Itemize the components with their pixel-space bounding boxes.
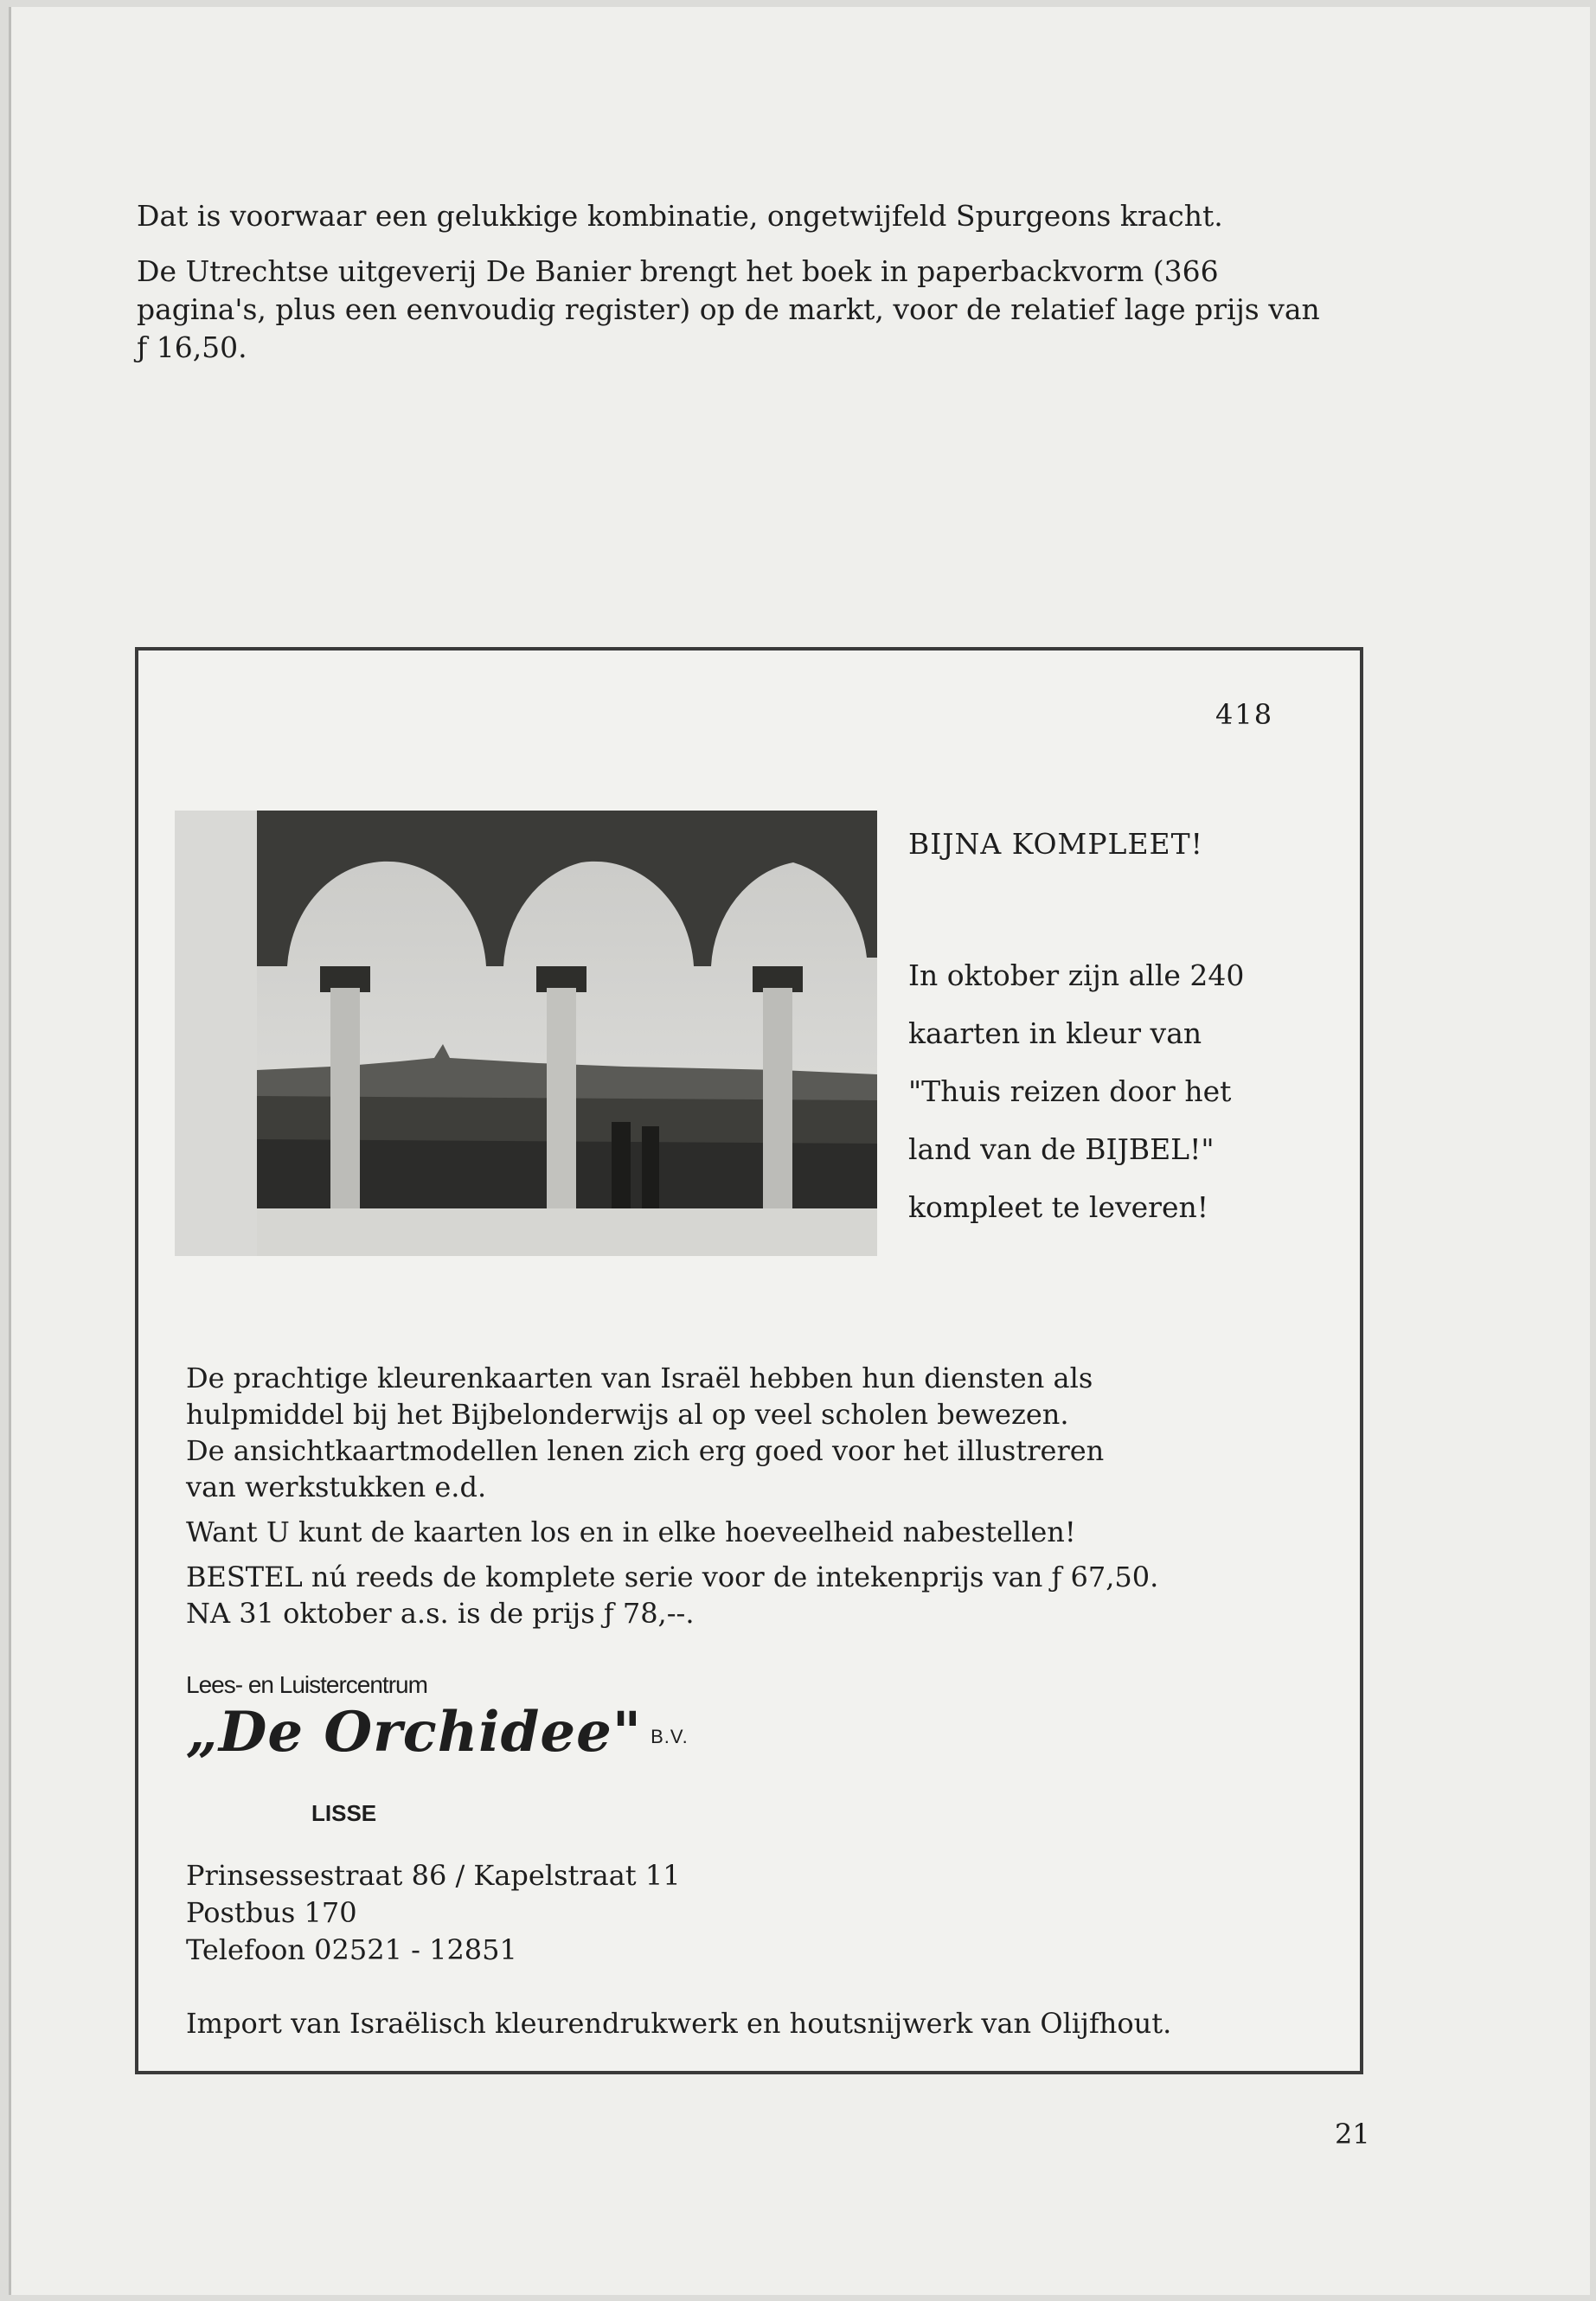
body-line: De ansichtkaartmodellen lenen zich erg goed voor het illustreren (186, 1434, 1105, 1467)
side-line: kompleet te leveren! (908, 1190, 1208, 1224)
body-line: BESTEL nú reeds de komplete serie voor de intekenprijs van ƒ 67,50. (186, 1561, 1159, 1593)
company-name-block (186, 1702, 705, 1767)
body-line: De prachtige kleurenkaarten van Israël hebben hun diensten als (186, 1362, 1093, 1394)
company-tagline: Lees- en Luistercentrum (186, 1671, 427, 1698)
advertisement-box (135, 647, 1363, 2074)
headline: BIJNA KOMPLEET! (908, 827, 1203, 861)
body-line: van werkstukken e.d. (186, 1471, 487, 1503)
address-block (186, 1857, 1051, 1969)
intro-paragraph: De Utrechtse uitgeverij De Banier brengt het boek in paperbackvorm (366 pagina's, plus een eenvoudig register) op de markt, voor de relatief lage prijs van ƒ 16,50. (137, 254, 1320, 364)
body-line: NA 31 oktober a.s. is de prijs ƒ 78,--. (186, 1597, 695, 1630)
company-suffix: B.V. (651, 1725, 689, 1747)
arches-photo (175, 811, 877, 1256)
intro-text (137, 197, 1330, 384)
company-logo (186, 1671, 705, 1827)
address-line: Postbus 170 (186, 1896, 357, 1929)
import-line: Import van Israëlisch kleurendrukwerk en houtsnijwerk van Olijfhout. (186, 2007, 1172, 2040)
company-name: „De Orchidee" (186, 1700, 643, 1765)
ad-number: 418 (1215, 698, 1274, 731)
ad-body-text (186, 1360, 1345, 1631)
side-line: "Thuis reizen door het (908, 1074, 1232, 1108)
headline-block (908, 815, 1341, 1236)
side-line: In oktober zijn alle 240 (908, 958, 1245, 992)
body-line: hulpmiddel bij het Bijbelonderwijs al op veel scholen bewezen. (186, 1398, 1069, 1431)
address-line: Telefoon 02521 - 12851 (186, 1933, 517, 1966)
page (9, 7, 1590, 2295)
body-line: Want U kunt de kaarten los en in elke hoeveelheid nabestellen! (186, 1516, 1076, 1548)
side-line: land van de BIJBEL!" (908, 1132, 1215, 1166)
company-city: LISSE (311, 1799, 377, 1826)
arches-illustration (175, 811, 877, 1256)
page-number: 21 (1335, 2118, 1370, 2150)
intro-paragraph: Dat is voorwaar een gelukkige kombinatie, ongetwijfeld Spurgeons kracht. (137, 199, 1223, 233)
side-line: kaarten in kleur van (908, 1016, 1202, 1050)
address-line: Prinsessestraat 86 / Kapelstraat 11 (186, 1859, 681, 1892)
